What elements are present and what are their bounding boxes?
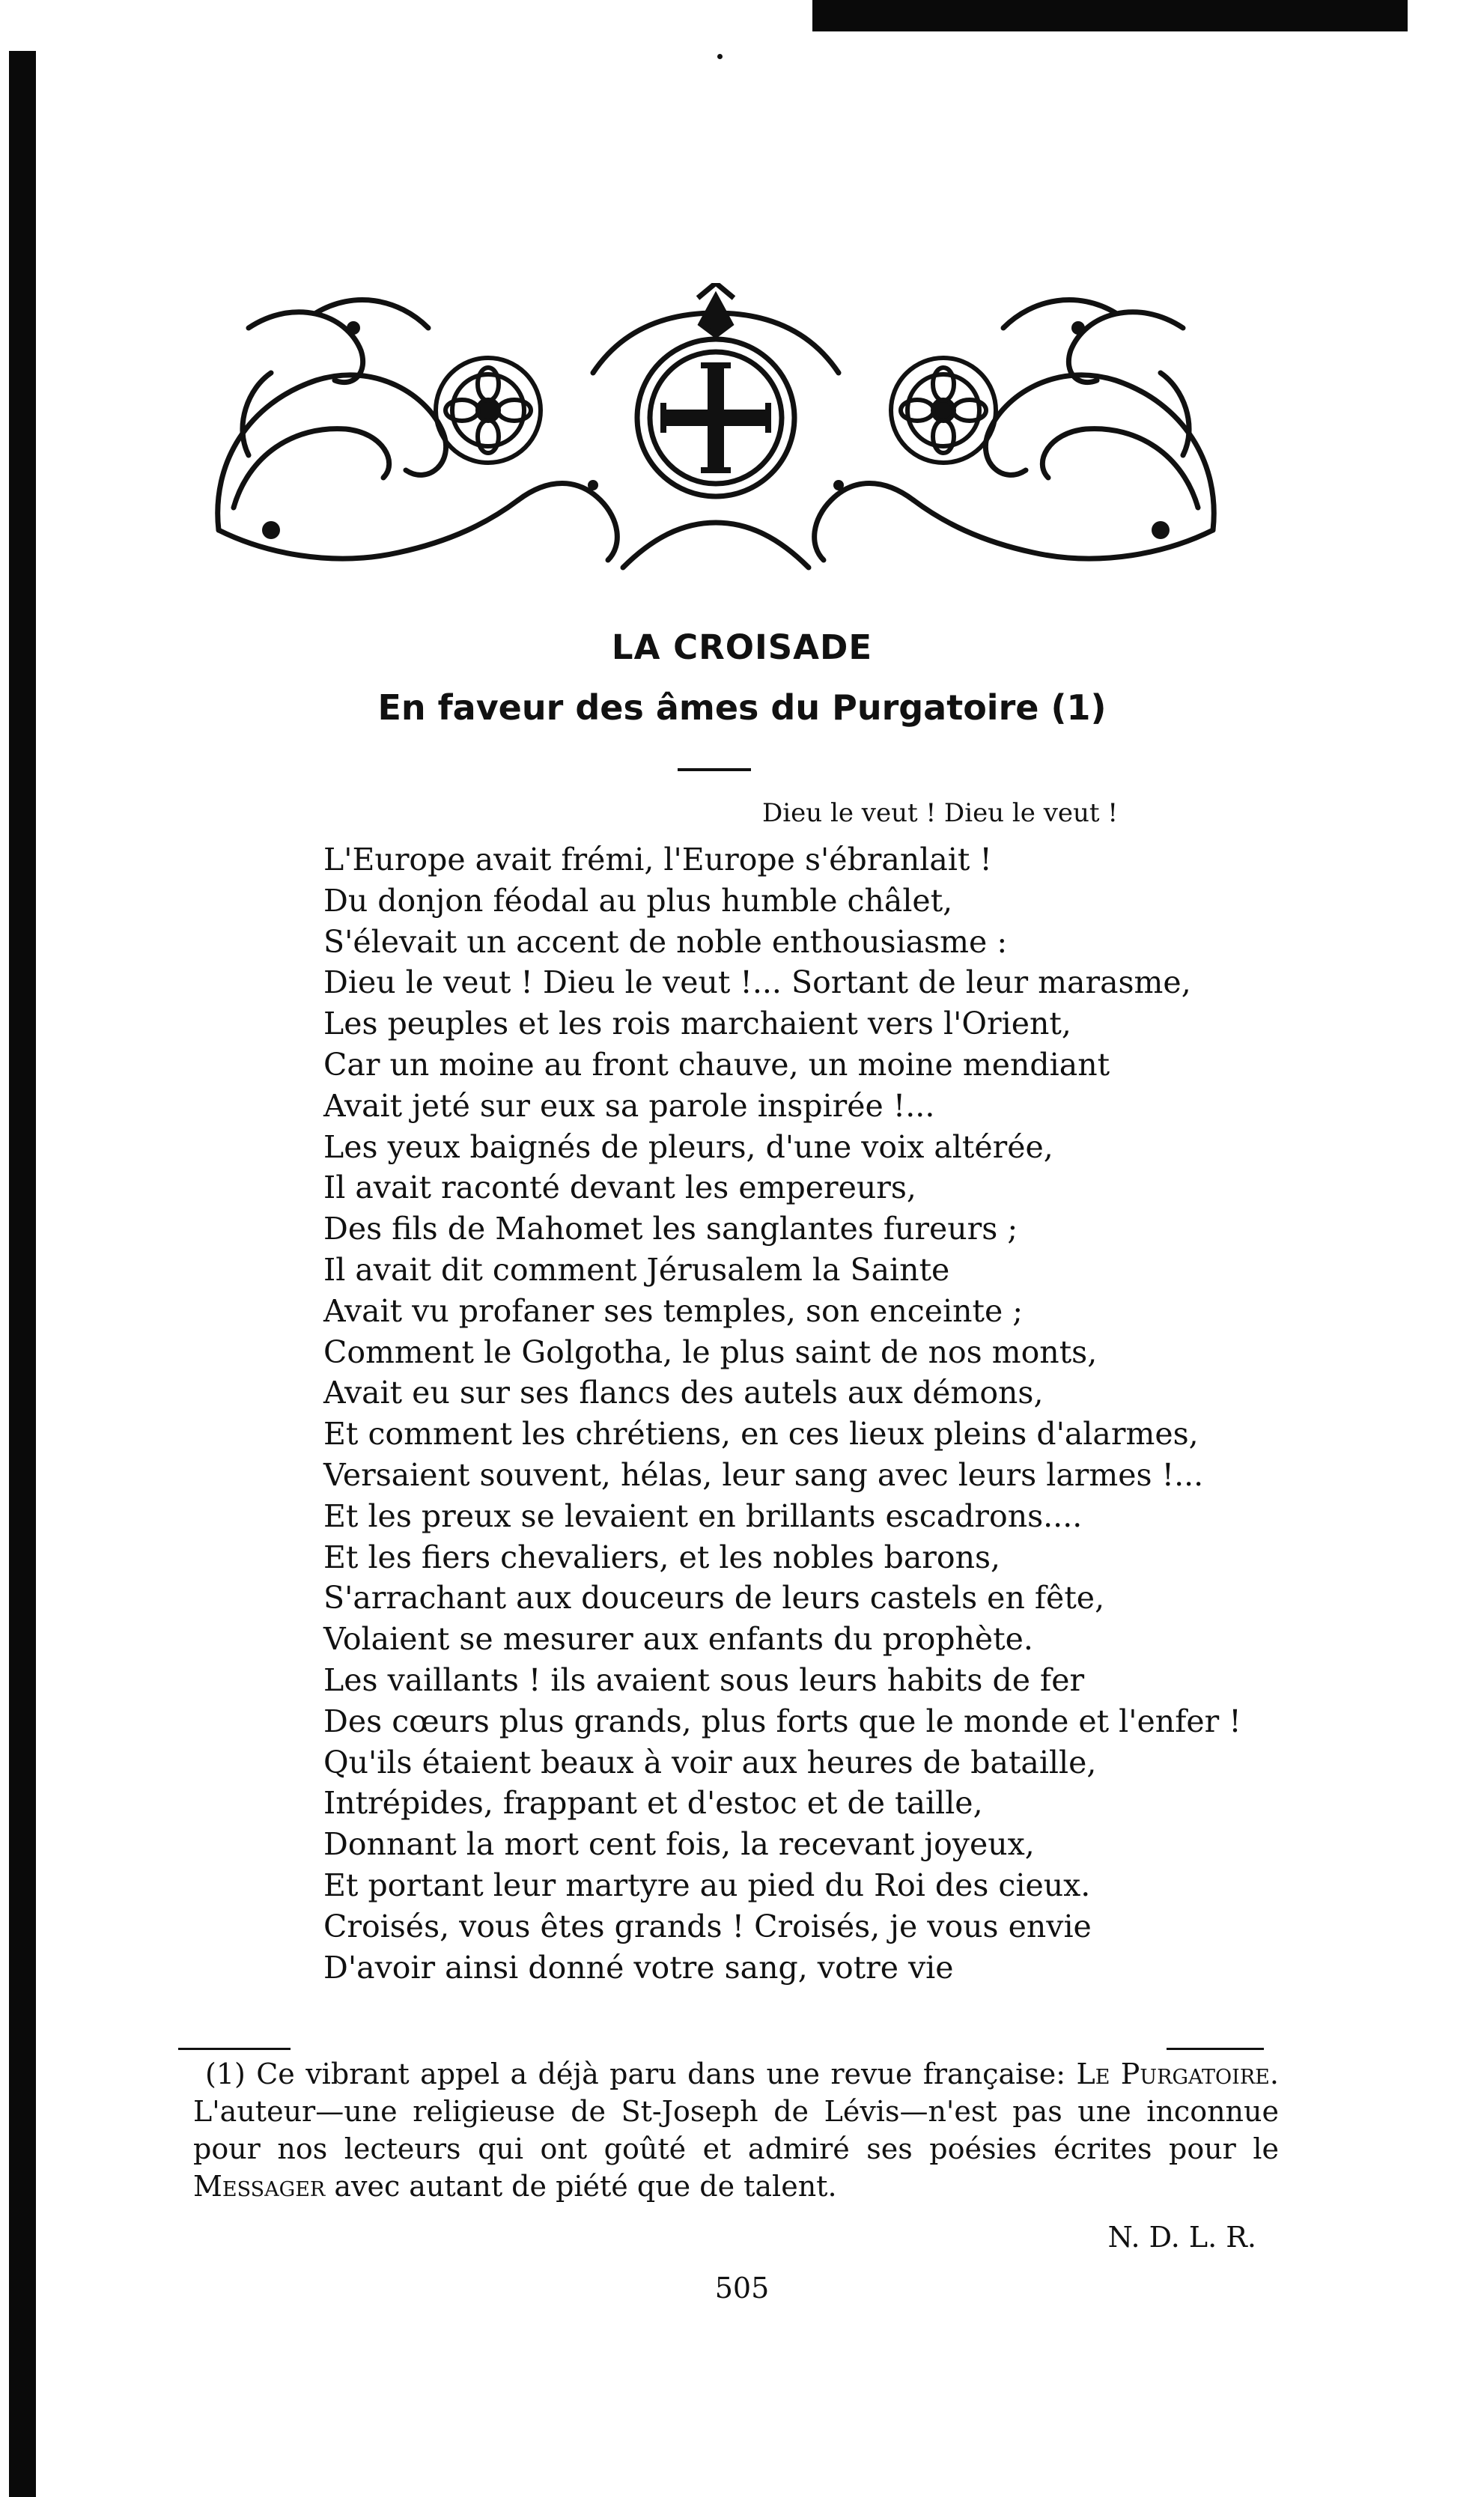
poem [323, 839, 1267, 1988]
scan-border-top [812, 0, 1408, 31]
poem-line: Et comment les chrétiens, en ces lieux pleins d'alarmes, [323, 1416, 1199, 1453]
poem-line: Avait eu sur ses flancs des autels aux démons, [323, 1375, 1044, 1411]
poem-line: S'arrachant aux douceurs de leurs castels en fête, [323, 1580, 1105, 1616]
poem-line: Car un moine au front chauve, un moine mendiant [323, 1046, 1110, 1083]
title-rule [678, 768, 751, 771]
poem-line: Des fils de Mahomet les sanglantes fureurs ; [323, 1211, 1018, 1247]
poem-line: Dieu le veut ! Dieu le veut !... Sortant de leur marasme, [323, 964, 1191, 1001]
poem-line: Volaient se mesurer aux enfants du prophète. [323, 1621, 1033, 1658]
poem-line: Comment le Golgotha, le plus saint de nos monts, [323, 1333, 1098, 1370]
editorial-signature: N. D. L. R. [1107, 2221, 1256, 2254]
scan-border-left [9, 51, 36, 2497]
poem-line: S'élevait un accent de noble enthousiasme : [323, 923, 1008, 960]
poem-line: Et portant leur martyre au pied du Roi des cieux. [323, 1867, 1091, 1903]
poem-line: Les yeux baignés de pleurs, d'une voix altérée, [323, 1128, 1053, 1165]
poem-line: Intrépides, frappant et d'estoc et de taille, [323, 1785, 983, 1822]
footnote-text-middle: . L'auteur—une religieuse de St-Joseph de Lévis—n'est pas une inconnue pour nos lecteurs qui ont goûté et admiré ses poésies écrites pour le [193, 2057, 1279, 2165]
footnote-paragraph [193, 2055, 1279, 2205]
poem-line: Donnant la mort cent fois, la recevant joyeux, [323, 1826, 1035, 1863]
poem-line: Il avait raconté devant les empereurs, [323, 1170, 916, 1206]
footnote-text-after: avec autant de piété que de talent. [325, 2170, 837, 2203]
poem-line: Versaient souvent, hélas, leur sang avec leurs larmes !... [323, 1456, 1204, 1493]
epigraph: Dieu le veut ! Dieu le veut ! [762, 798, 1119, 828]
poem-line: Avait jeté sur eux sa parole inspirée !... [323, 1087, 935, 1124]
poem-line: Et les fiers chevaliers, et les nobles barons, [323, 1539, 1001, 1575]
poem-line: Avait vu profaner ses temples, son enceinte ; [323, 1292, 1024, 1329]
footnote-marker: (1) [205, 2057, 246, 2090]
footnote-journal-name: Le Purgatoire [1076, 2057, 1270, 2090]
poem-line: Les vaillants ! ils avaient sous leurs habits de fer [323, 1661, 1085, 1698]
poem-line: Du donjon féodal au plus humble châlet, [323, 882, 953, 919]
footnote-messenger-name: Messager [193, 2170, 326, 2203]
footnote-text-before: Ce vibrant appel a déjà paru dans une revue française: [256, 2057, 1077, 2090]
page-subtitle: En faveur des âmes du Purgatoire (1) [377, 687, 1107, 728]
poem-line: L'Europe avait frémi, l'Europe s'ébranlait ! [323, 842, 992, 878]
scan-speck [717, 54, 723, 59]
poem-line: Les peuples et les rois marchaient vers l'Orient, [323, 1006, 1071, 1042]
poem-line: Des cœurs plus grands, plus forts que le monde et l'enfer ! [323, 1703, 1241, 1739]
poem-line: D'avoir ainsi donné votre sang, votre vie [323, 1949, 954, 1986]
page-number: 505 [714, 2272, 770, 2305]
ornamental-headpiece [204, 283, 1228, 580]
poem-line: Qu'ils étaient beaux à voir aux heures de bataille, [323, 1744, 1097, 1780]
page-title: LA CROISADE [611, 627, 873, 667]
footnote [193, 2055, 1279, 2205]
poem-line: Et les preux se levaient en brillants escadrons.... [323, 1497, 1083, 1534]
poem-line: Il avait dit comment Jérusalem la Sainte [323, 1251, 950, 1288]
poem-line: Croisés, vous êtes grands ! Croisés, je vous envie [323, 1908, 1092, 1944]
footnote-separator [178, 2048, 1264, 2050]
